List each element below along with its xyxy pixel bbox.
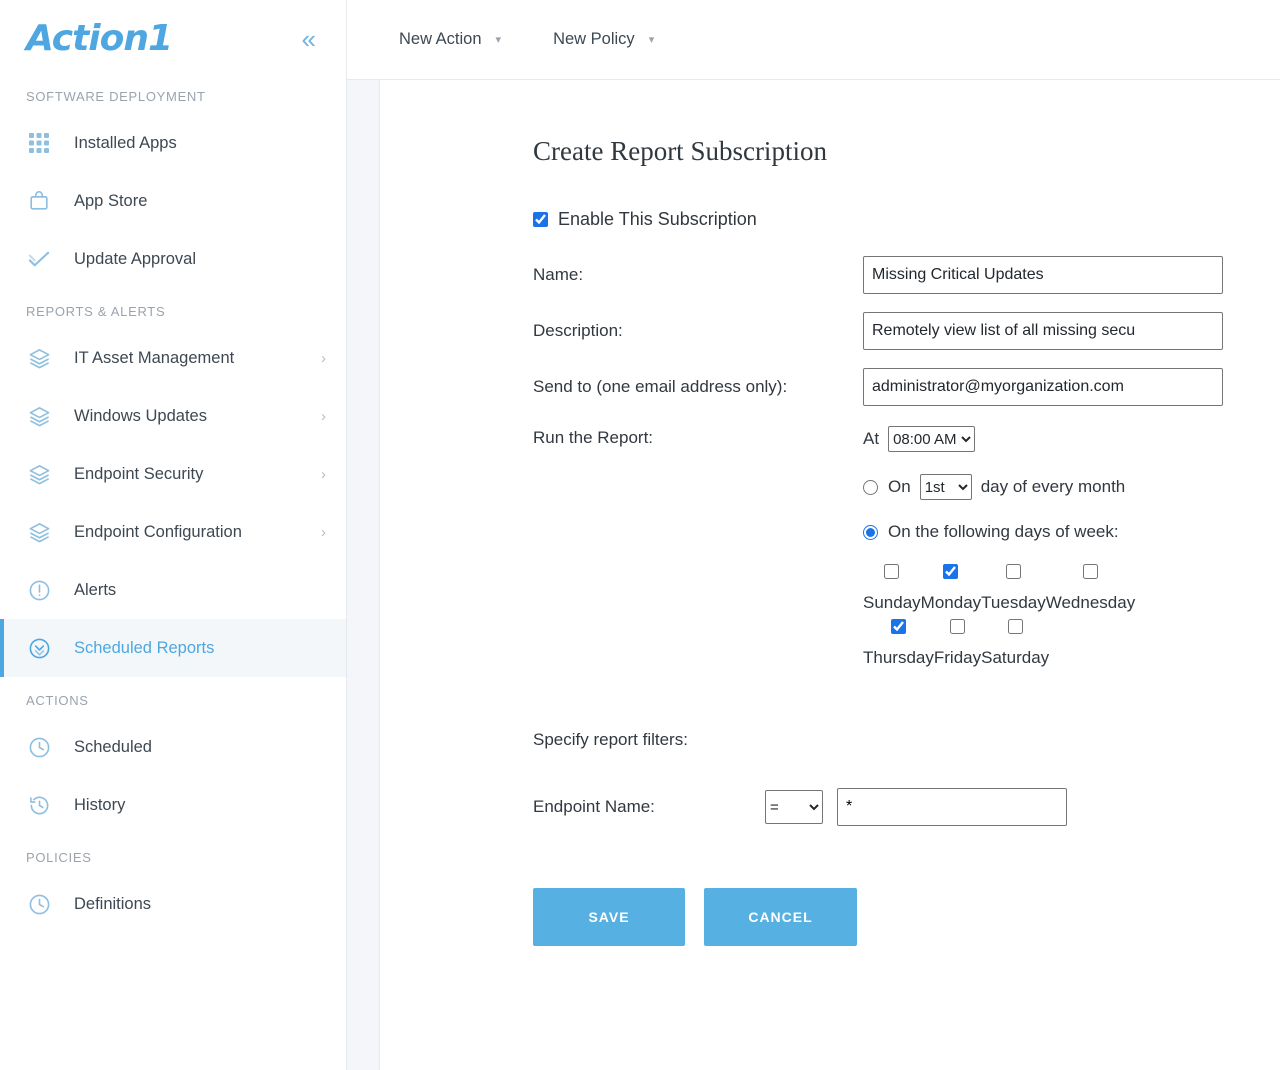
sidebar-item-label: App Store (74, 191, 148, 210)
sidebar-item-label: Alerts (74, 580, 117, 599)
name-label: Name: (533, 265, 584, 284)
day-cell-wednesday (1046, 564, 1135, 613)
new-action-label: New Action (399, 30, 482, 48)
chevron-right-icon: › (321, 523, 326, 541)
day-label: Friday (933, 648, 982, 667)
day-cell-thursday (863, 619, 934, 668)
download-circle-icon (26, 635, 52, 661)
day-label: Monday (920, 593, 982, 612)
send-to-row (533, 368, 1280, 406)
month-day-select[interactable] (920, 474, 972, 500)
day-cell-sunday (863, 564, 921, 613)
new-policy-menu[interactable] (553, 30, 654, 49)
days-row-1 (863, 564, 1135, 619)
description-row (533, 312, 1280, 350)
sidebar-item-definitions[interactable] (0, 875, 346, 933)
history-icon (26, 792, 52, 818)
sidebar (0, 0, 347, 1070)
day-cell-saturday (981, 619, 1049, 668)
sidebar-item-label: Endpoint Security (74, 464, 204, 483)
sidebar-item-label: History (74, 795, 126, 814)
enable-subscription-checkbox[interactable] (533, 212, 548, 227)
sidebar-item-label: IT Asset Management (74, 348, 235, 367)
at-prefix-label: At (863, 429, 880, 448)
sidebar-item-scheduled-reports[interactable] (0, 619, 346, 677)
send-to-input[interactable] (863, 368, 1223, 406)
run-time-select[interactable] (888, 426, 975, 452)
left-rail (347, 80, 380, 1070)
sidebar-item-it-asset-management[interactable] (0, 329, 346, 387)
endpoint-name-label: Endpoint Name: (533, 797, 655, 816)
sidebar-item-update-approval[interactable] (0, 230, 346, 288)
new-action-menu[interactable] (399, 30, 501, 49)
sidebar-header (0, 0, 346, 73)
run-report-options (863, 424, 1135, 674)
grid-icon (26, 130, 52, 156)
monthly-schedule-radio[interactable] (863, 480, 878, 495)
sidebar-item-history[interactable] (0, 776, 346, 834)
chevron-down-icon: ▾ (648, 34, 655, 46)
clock-icon (26, 734, 52, 760)
sidebar-section-title-software-deployment: SOFTWARE DEPLOYMENT (26, 89, 206, 104)
sidebar-item-label: Windows Updates (74, 406, 207, 425)
sidebar-item-label: Definitions (74, 894, 152, 913)
sidebar-item-label: Endpoint Configuration (74, 522, 242, 541)
endpoint-name-operator-select[interactable] (765, 790, 823, 824)
day-checkbox-thursday[interactable] (891, 619, 906, 634)
cancel-button[interactable]: CANCEL (704, 888, 857, 946)
sidebar-section-title-policies: POLICIES (26, 850, 92, 865)
layers-icon (26, 519, 52, 545)
endpoint-name-input[interactable] (837, 788, 1067, 826)
day-label: Thursday (863, 648, 934, 667)
monthly-suffix-label: day of every month (980, 477, 1126, 496)
endpoint-name-filter-row (533, 788, 1280, 826)
sidebar-item-label: Update Approval (74, 249, 197, 268)
sidebar-item-endpoint-security[interactable] (0, 445, 346, 503)
sidebar-item-app-store[interactable] (0, 172, 346, 230)
chevron-right-icon: › (321, 465, 326, 483)
weekly-schedule-label: On the following days of week: (888, 522, 1119, 541)
day-label: Wednesday (1045, 593, 1136, 612)
sidebar-item-endpoint-configuration[interactable] (0, 503, 346, 561)
run-at-line (863, 426, 1135, 452)
run-report-label: Run the Report: (533, 428, 654, 447)
check-badge-icon (26, 246, 52, 272)
name-row (533, 256, 1280, 294)
description-input[interactable] (863, 312, 1223, 350)
new-policy-label: New Policy (553, 30, 635, 48)
content-wrapper (347, 80, 1280, 1070)
enable-subscription-label: Enable This Subscription (558, 209, 757, 229)
sidebar-item-label: Scheduled Reports (74, 638, 215, 657)
day-label: Sunday (863, 593, 921, 612)
monthly-schedule-line (863, 474, 1135, 500)
filters-title: Specify report filters: (533, 730, 688, 749)
alert-circle-icon (26, 577, 52, 603)
chevron-down-icon: ▾ (495, 34, 502, 46)
sidebar-item-label: Scheduled (74, 737, 152, 756)
sidebar-item-label: Installed Apps (74, 133, 177, 152)
day-checkbox-sunday[interactable] (884, 564, 899, 579)
layers-icon (26, 403, 52, 429)
sidebar-item-alerts[interactable] (0, 561, 346, 619)
days-of-week-grid (863, 564, 1135, 674)
day-label: Saturday (981, 648, 1050, 667)
sidebar-item-installed-apps[interactable] (0, 114, 346, 172)
layers-icon (26, 461, 52, 487)
weekly-schedule-line (863, 522, 1135, 542)
weekly-schedule-radio[interactable] (863, 525, 878, 540)
day-cell-monday (921, 564, 981, 613)
save-button[interactable]: SAVE (533, 888, 685, 946)
chevron-right-icon: › (321, 349, 326, 367)
chevron-right-icon: › (321, 407, 326, 425)
enable-subscription-row (533, 209, 1280, 230)
page-title: Create Report Subscription (533, 136, 827, 166)
main-area (347, 0, 1280, 1070)
chevron-double-left-icon[interactable]: « (301, 23, 316, 54)
day-label: Tuesday (981, 593, 1046, 612)
form-actions (533, 888, 1280, 946)
clock-icon (26, 891, 52, 917)
name-input[interactable] (863, 256, 1223, 294)
day-checkbox-tuesday[interactable] (1006, 564, 1021, 579)
day-checkbox-monday[interactable] (943, 564, 958, 579)
sidebar-item-windows-updates[interactable] (0, 387, 346, 445)
day-cell-tuesday (981, 564, 1046, 613)
days-row-2 (863, 619, 1135, 674)
top-toolbar (347, 0, 1280, 80)
app-logo: Action1 (26, 18, 173, 59)
day-cell-friday (934, 619, 981, 668)
send-to-label: Send to (one email address only): (533, 377, 788, 396)
day-checkbox-friday[interactable] (950, 619, 965, 634)
day-checkbox-saturday[interactable] (1008, 619, 1023, 634)
layers-icon (26, 345, 52, 371)
subscription-form (380, 80, 1280, 1070)
monthly-prefix-label: On (888, 477, 911, 496)
bag-icon (26, 188, 52, 214)
description-label: Description: (533, 321, 623, 340)
run-report-row (533, 424, 1280, 674)
sidebar-item-scheduled[interactable] (0, 718, 346, 776)
sidebar-section-title-actions: ACTIONS (26, 693, 89, 708)
day-checkbox-wednesday[interactable] (1083, 564, 1098, 579)
sidebar-section-title-reports-alerts: REPORTS & ALERTS (26, 304, 166, 319)
